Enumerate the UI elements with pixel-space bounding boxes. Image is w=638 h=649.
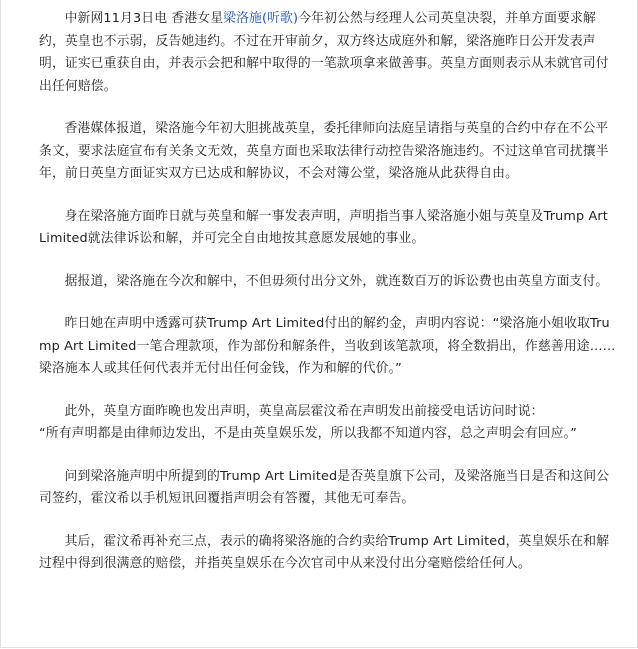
paragraph-emperor-response [39, 401, 619, 446]
paragraph-supplement: 其后，霍汶希再补充三点，表示的确将梁洛施的合约卖给Trump Art Limited，英皇娱乐在和解过程中得到很满意的赔偿，并指英皇娱乐在今次官司中从来没付出分毫赔偿给任何人。 [39, 533, 610, 571]
paragraph-costs: 据报道，梁洛施在今次和解中，不但毋须付出分文外，就连数百万的诉讼费也由英皇方面支付。 [64, 273, 609, 289]
paragraph-emperor-intro: 此外，英皇方面昨晚也发出声明，英皇高层霍汶希在声明发出前接受电话访问时说： [64, 403, 544, 419]
paragraph-statement: 身在梁洛施方面昨日就与英皇和解一事发表声明，声明指当事人梁洛施小姐与英皇及Trump Art Limited就法律诉讼和解，并可完全自由地按其意愿发展她的事业。 [39, 208, 608, 246]
paragraph-emperor-quote: “所有声明都是由律师边发出，不是由英皇娱乐发，所以我都不知道内容，总之声明会有回应。” [39, 426, 577, 441]
listen-song-link[interactable]: (听歌) [262, 11, 299, 26]
paragraph-media-report: 香港媒体报道，梁洛施今年初大胆挑战英皇，委托律师向法庭呈请指与英皇的合约中存在不公平条文，要求法庭宣布有关条文无效，英皇方面也采取法律行动控告梁洛施违约。不过这单官司扰攘半年，前日英皇方面证实双方已达成和解协议，不会对簿公堂，梁洛施从此获得自由。 [39, 121, 609, 181]
article-body [39, 8, 619, 596]
paragraph-settlement-quote: 昨日她在声明中透露可获Trump Art Limited付出的解约金，声明内容说：“梁洛施小姐收取Trump Art Limited一笔合理款项，作为部份和解条件，当收到该笔款项，将全数捐出，作慈善用途……梁洛施本人或其任何代表并无付出任何金钱，作为和解的代价。” [39, 316, 616, 376]
paragraph-lead-rest: 今年初公然与经理人公司英皇决裂，并单方面要求解约，英皇也不示弱，反告她违约。不过在开审前夕，双方终达成庭外和解，梁洛施昨日公开发表声明，证实已重获自由，并表示会把和解中取得的一笔款项拿来做善事。英皇方面则表示从未就官司付出任何赔偿。 [39, 11, 609, 94]
paragraph-trump-art: 问到梁洛施声明中所提到的Trump Art Limited是否英皇旗下公司，及梁洛施当日是否和这间公司签约，霍汶希以手机短讯回覆指声明会有答覆，其他无可奉告。 [39, 468, 610, 506]
paragraph-lead [39, 8, 619, 98]
paragraph-lead-text: 中新网11月3日电 香港女星 [64, 11, 224, 26]
artist-name-link[interactable]: 梁洛施 [223, 11, 262, 26]
